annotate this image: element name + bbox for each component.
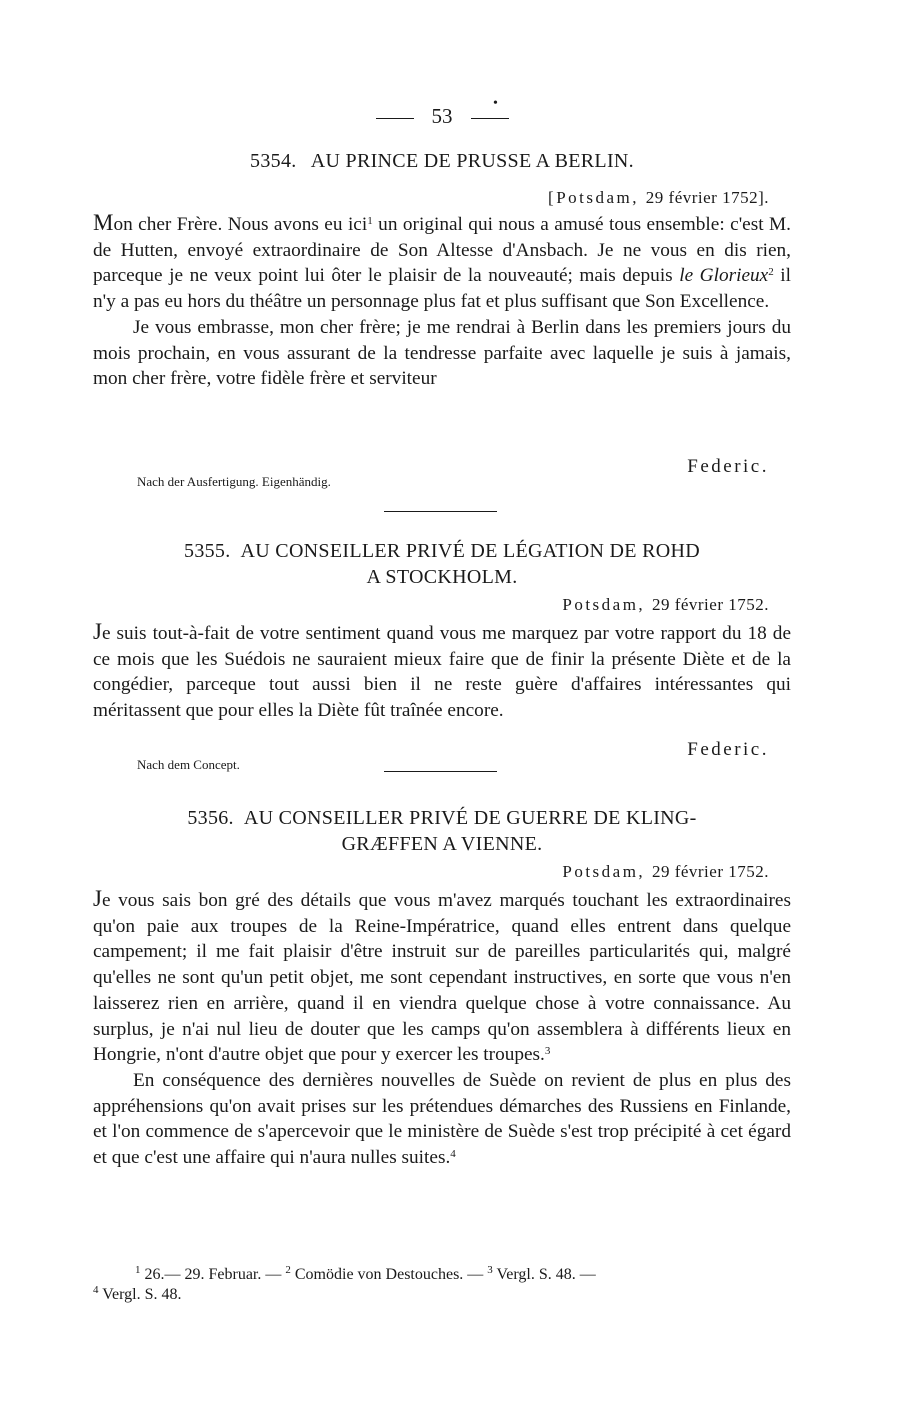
initial-letter: J xyxy=(93,619,102,644)
letter-5355-dateline xyxy=(562,595,769,615)
footnote-ref: 2 xyxy=(768,266,774,279)
paragraph xyxy=(93,210,791,315)
page-number-text: 53 xyxy=(431,104,453,128)
dateline-date: 29 février 1752. xyxy=(651,595,769,614)
letter-title-line: AU CONSEILLER PRIVÉ DE LÉGATION DE ROHD xyxy=(240,540,700,562)
letter-title-line: AU CONSEILLER PRIVÉ DE GUERRE DE KLING- xyxy=(243,807,697,829)
section-divider xyxy=(384,511,497,512)
paragraph xyxy=(93,886,791,1068)
paragraph-text: il n'y a pas eu hors du théâtre un personnage plus fat et plus suffisant que Son Excellence. xyxy=(93,265,791,313)
signature: Federic. xyxy=(687,739,769,760)
letter-5354-heading xyxy=(93,148,791,174)
dateline-date: 29 février 1752]. xyxy=(645,188,769,207)
footnotes xyxy=(93,1265,791,1305)
footnote-text: Vergl. S. 48. xyxy=(98,1286,182,1303)
source-note: Nach der Ausfertigung. Eigenhändig. xyxy=(137,474,331,489)
footnote-text: Comödie von Destouches. — xyxy=(290,1266,488,1283)
footnote-marker: 1 xyxy=(135,1264,141,1276)
letter-5354-body xyxy=(93,210,791,392)
initial-letter: M xyxy=(93,210,114,235)
paragraph xyxy=(93,1068,791,1171)
signature: Federic. xyxy=(687,456,769,477)
letter-5355-body xyxy=(93,619,791,724)
letter-title-line: A STOCKHOLM. xyxy=(366,566,518,588)
paragraph-text: e suis tout-à-fait de votre sentiment quand vous me marquez par votre rapport du 18 de ce mois que les Suédois ne sauraient mieux faire que de finir la présente Diète et de la congédier, parceque tout aussi bien il ne reste guère d'affaires intéressantes qui méritassent que pour elles la Diète fût traînée encore. xyxy=(93,623,791,722)
italic-title: le Glorieux xyxy=(679,265,769,287)
letter-5356-heading xyxy=(93,805,791,857)
footnote-marker: 2 xyxy=(285,1264,291,1276)
footnote-text: Vergl. S. 48. — xyxy=(492,1266,596,1283)
letter-title: AU PRINCE DE PRUSSE A BERLIN. xyxy=(310,150,634,172)
dateline-date: 29 février 1752. xyxy=(651,862,769,881)
section-divider xyxy=(384,771,497,772)
page-number xyxy=(93,96,791,129)
letter-number: 5355. xyxy=(184,540,231,562)
footnote-text: 26.— 29. Februar. — xyxy=(140,1266,286,1283)
footnote-ref: 3 xyxy=(544,1045,551,1058)
footnote-line xyxy=(93,1265,791,1305)
dateline-place: [Potsdam, xyxy=(548,188,640,207)
letter-5356-body xyxy=(93,886,791,1171)
paragraph-text: e vous sais bon gré des détails que vous m'avez marqués touchant les extraordinaires qu'on paie aux troupes de la Reine-Impératrice, quand elles entrent dans quelque campement; il me fait plaisir d'être instruit sur de pareilles particularités qui, malgré qu'elles ne sont qu'un petit objet, me sont cependant instructives, en sorte que vous n'en laisserez rien en arrière, quand il en viendra quelque chose à votre connaissance. Au surplus, je n'ai nul lieu de douter que les camps qu'on assemblera à différents lieux en Hongrie, n'ont d'autre objet que pour y exercer les troupes. xyxy=(93,890,791,1066)
bullet-mark: • xyxy=(493,96,498,111)
dateline-place: Potsdam, xyxy=(562,595,646,614)
page-number-dash-right xyxy=(471,118,509,119)
letter-number: 5354. xyxy=(250,150,297,172)
initial-letter: J xyxy=(93,886,102,911)
letter-number: 5356. xyxy=(187,807,234,829)
paragraph-text: En conséquence des dernières nouvelles de Suède on revient de plus en plus des appréhensions qu'on avait prises sur les prétendues démarches des Russiens en Finlande, et l'on commence de s'apercevoir que le ministère de Suède s'est trop précipité à cet égard et que c'est une affaire qui n'aura nulles suites. xyxy=(93,1069,791,1169)
paragraph-text: un original qui nous a amusé tous ensemble: c'est M. de Hutten, envoyé extraordinaire de Son Altesse d'Ansbach. Je ne vous en dis rien, parceque je ne veux point lui ôter le plaisir de la nouveauté; mais depuis xyxy=(93,214,792,287)
source-note: Nach dem Concept. xyxy=(137,757,240,772)
letter-title-line: GRÆFFEN A VIENNE. xyxy=(341,833,543,855)
footnote-ref: 1 xyxy=(367,215,373,227)
footnote-marker: 3 xyxy=(487,1264,493,1276)
dateline-place: Potsdam, xyxy=(562,862,646,881)
paragraph-text: on cher Frère. Nous avons eu ici xyxy=(113,214,368,235)
paragraph: Je vous embrasse, mon cher frère; je me rendrai à Berlin dans les premiers jours du mois prochain, en vous assurant de la tendresse parfaite avec laquelle je suis à jamais, mon cher frère, votre fidèle frère et serviteur xyxy=(93,316,791,390)
page-number-dash-left xyxy=(376,118,414,119)
footnote-ref: 4 xyxy=(450,1148,456,1161)
letter-5355-heading xyxy=(93,538,791,590)
letter-5354-dateline xyxy=(548,188,769,208)
footnote-marker: 4 xyxy=(93,1284,99,1296)
paragraph xyxy=(93,619,791,724)
letter-5356-dateline xyxy=(562,862,769,882)
